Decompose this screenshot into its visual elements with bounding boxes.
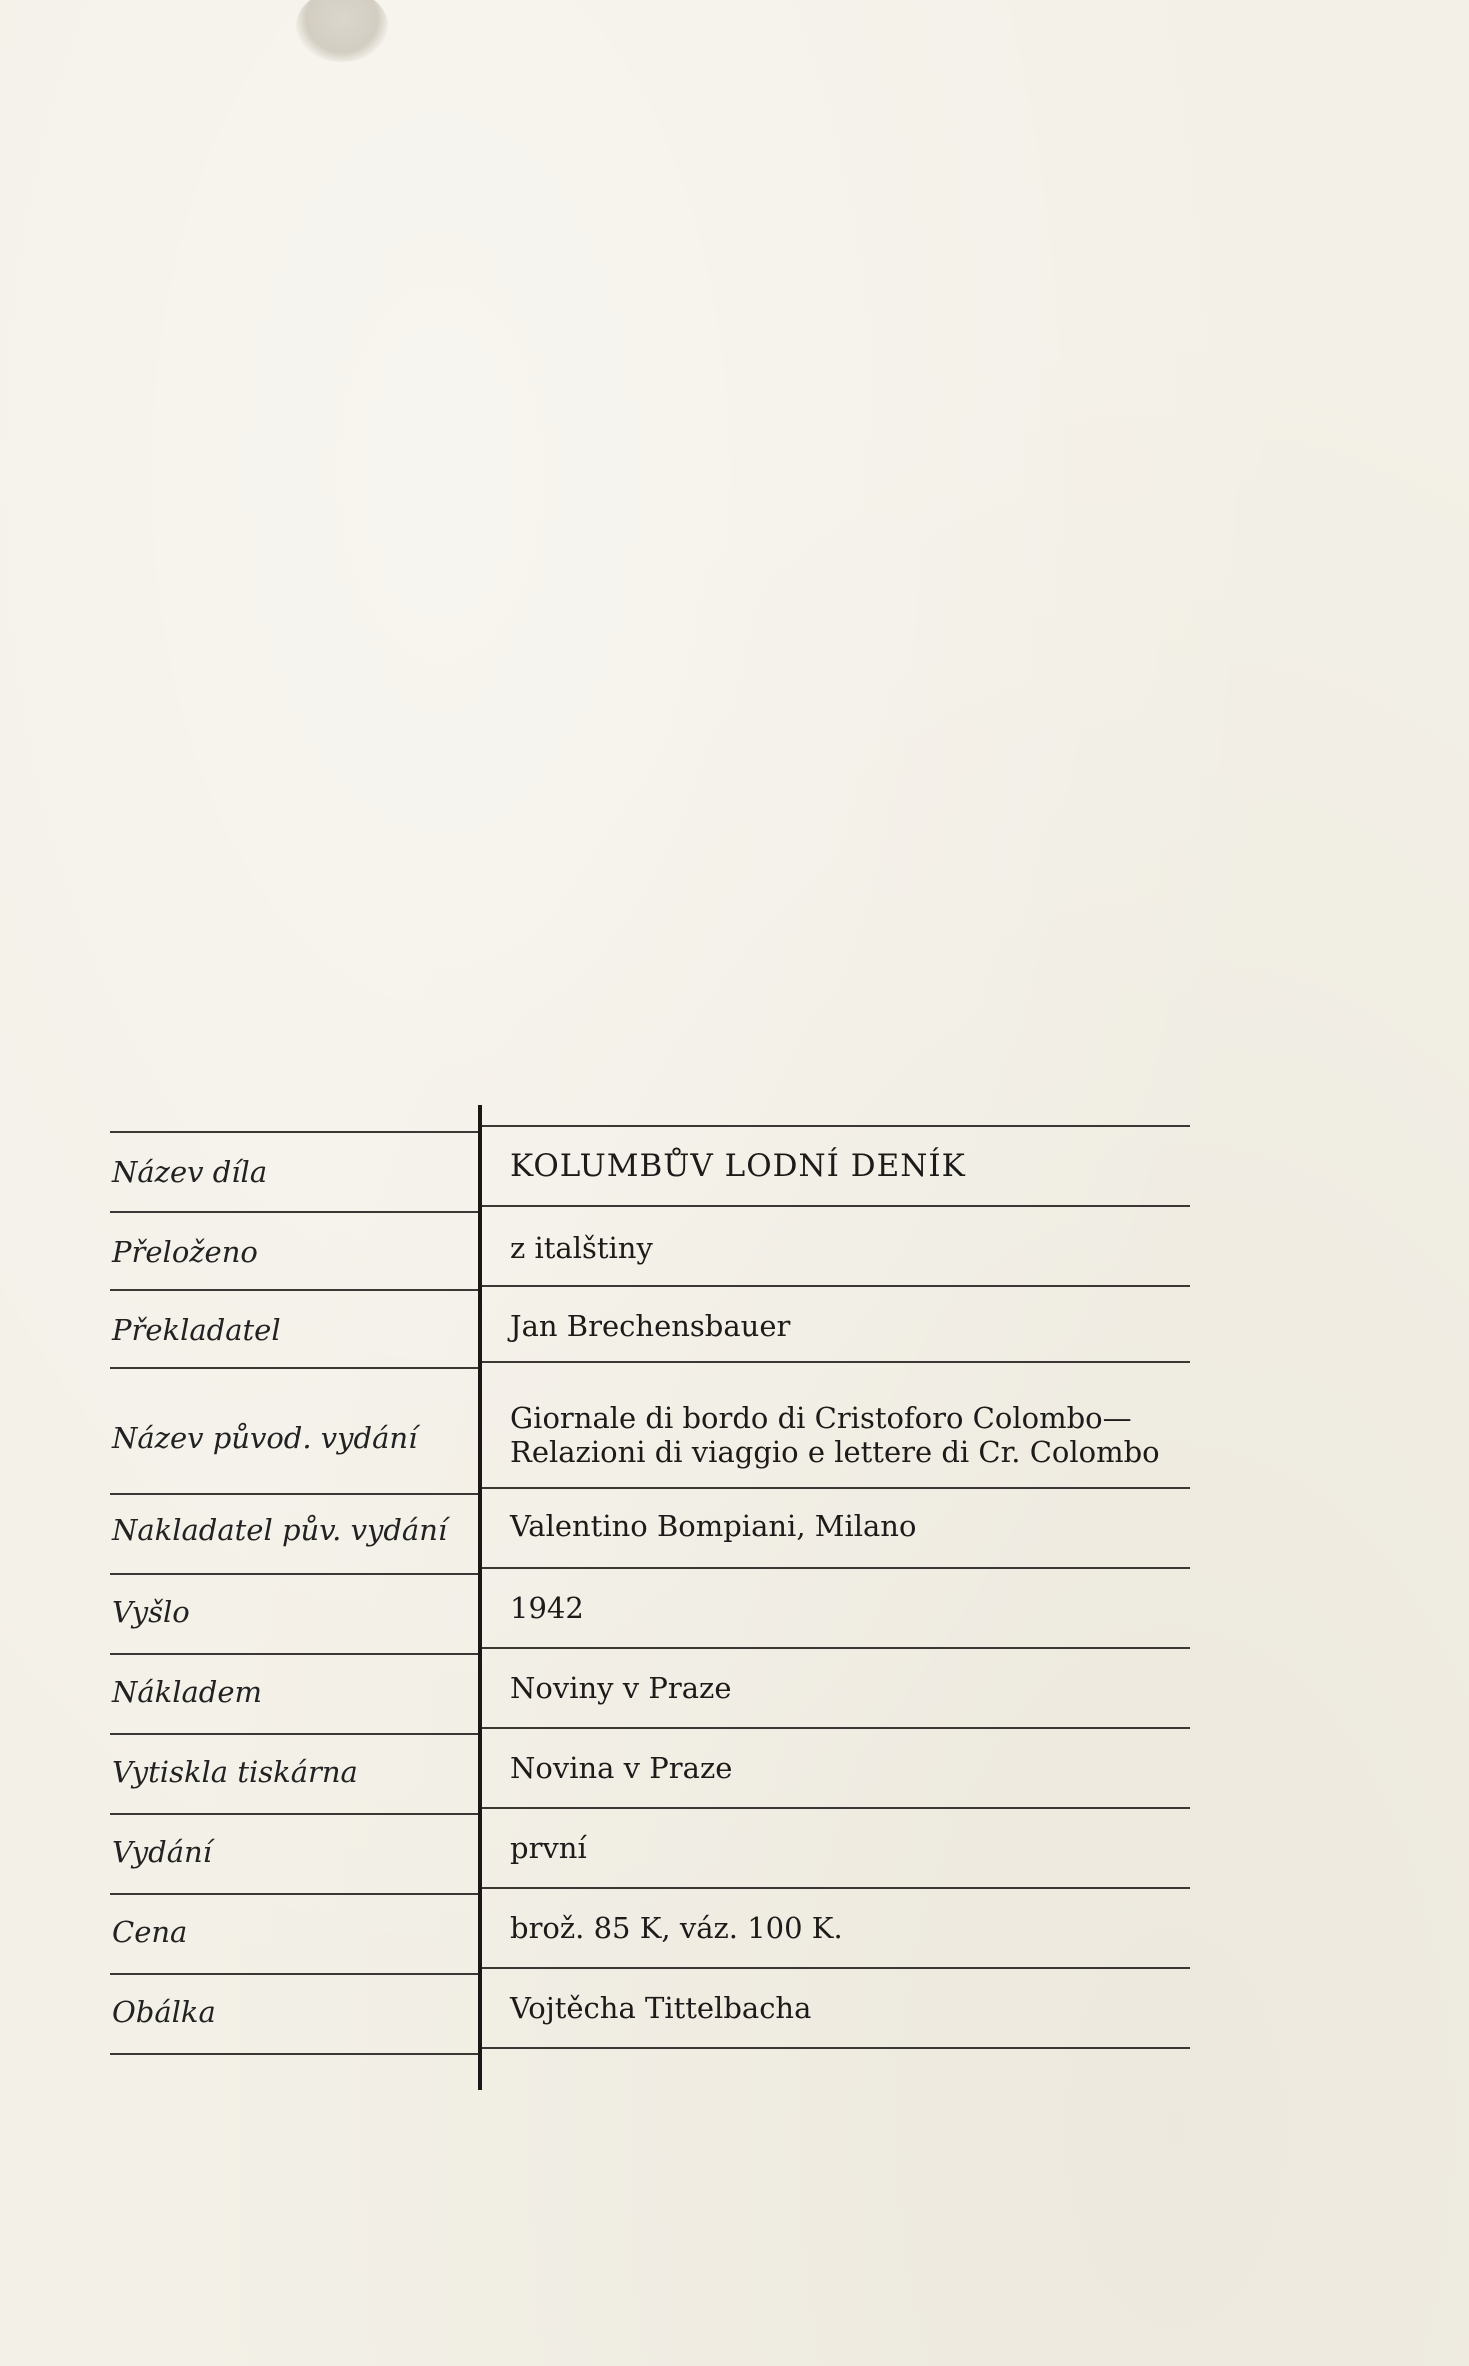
row-rule-left: [110, 1733, 478, 1735]
row-label: Překladatel: [112, 1313, 281, 1347]
row-label: Vyšlo: [112, 1595, 190, 1629]
row-rule-right: [482, 1727, 1190, 1729]
row-rule-left: [110, 1289, 478, 1291]
row-rule-left: [110, 2053, 478, 2055]
row-rule-right: [482, 1647, 1190, 1649]
row-label: Cena: [112, 1915, 188, 1949]
row-rule-right: [482, 1887, 1190, 1889]
row-rule-right: [482, 1487, 1190, 1489]
row-rule-left: [110, 1893, 478, 1895]
row-rule-right: [482, 2047, 1190, 2049]
row-rule-left: [110, 1653, 478, 1655]
row-value: 1942: [510, 1591, 584, 1625]
row-value: Jan Brechensbauer: [510, 1309, 791, 1343]
row-rule-right: [482, 1125, 1190, 1127]
vertical-divider: [478, 1105, 482, 2090]
row-value-line2: Relazioni di viaggio e lettere di Cr. Colombo: [510, 1435, 1160, 1469]
row-rule-right: [482, 1807, 1190, 1809]
row-rule-left: [110, 1211, 478, 1213]
row-label: Přeloženo: [112, 1235, 258, 1269]
row-label: Vydání: [112, 1835, 212, 1869]
row-value: brož. 85 K, váz. 100 K.: [510, 1911, 843, 1945]
row-label: Nakladatel pův. vydání: [112, 1513, 448, 1547]
colophon-table: [110, 1105, 1190, 2090]
row-value: z italštiny: [510, 1231, 653, 1265]
row-value: první: [510, 1831, 587, 1865]
row-label: Nákladem: [112, 1675, 263, 1709]
row-value: Noviny v Praze: [510, 1671, 732, 1705]
paper-stain: [296, 0, 388, 62]
row-rule-left: [110, 1367, 478, 1369]
row-value: KOLUMBŮV LODNÍ DENÍK: [510, 1148, 966, 1184]
row-label: Název díla: [112, 1155, 268, 1189]
row-rule-left: [110, 1493, 478, 1495]
row-rule-left: [110, 1131, 478, 1133]
row-value: Novina v Praze: [510, 1751, 733, 1785]
row-rule-left: [110, 1973, 478, 1975]
row-label: Název původ. vydání: [112, 1421, 418, 1455]
row-rule-right: [482, 1967, 1190, 1969]
row-rule-right: [482, 1567, 1190, 1569]
row-value: Valentino Bompiani, Milano: [510, 1509, 917, 1543]
row-label: Obálka: [112, 1995, 216, 2029]
row-value: Vojtěcha Tittelbacha: [510, 1991, 812, 2025]
row-rule-right: [482, 1285, 1190, 1287]
row-rule-left: [110, 1573, 478, 1575]
row-rule-left: [110, 1813, 478, 1815]
row-rule-right: [482, 1205, 1190, 1207]
row-value-line1: Giornale di bordo di Cristoforo Colombo—: [510, 1401, 1132, 1435]
row-label: Vytiskla tiskárna: [112, 1755, 358, 1789]
row-rule-right: [482, 1361, 1190, 1363]
